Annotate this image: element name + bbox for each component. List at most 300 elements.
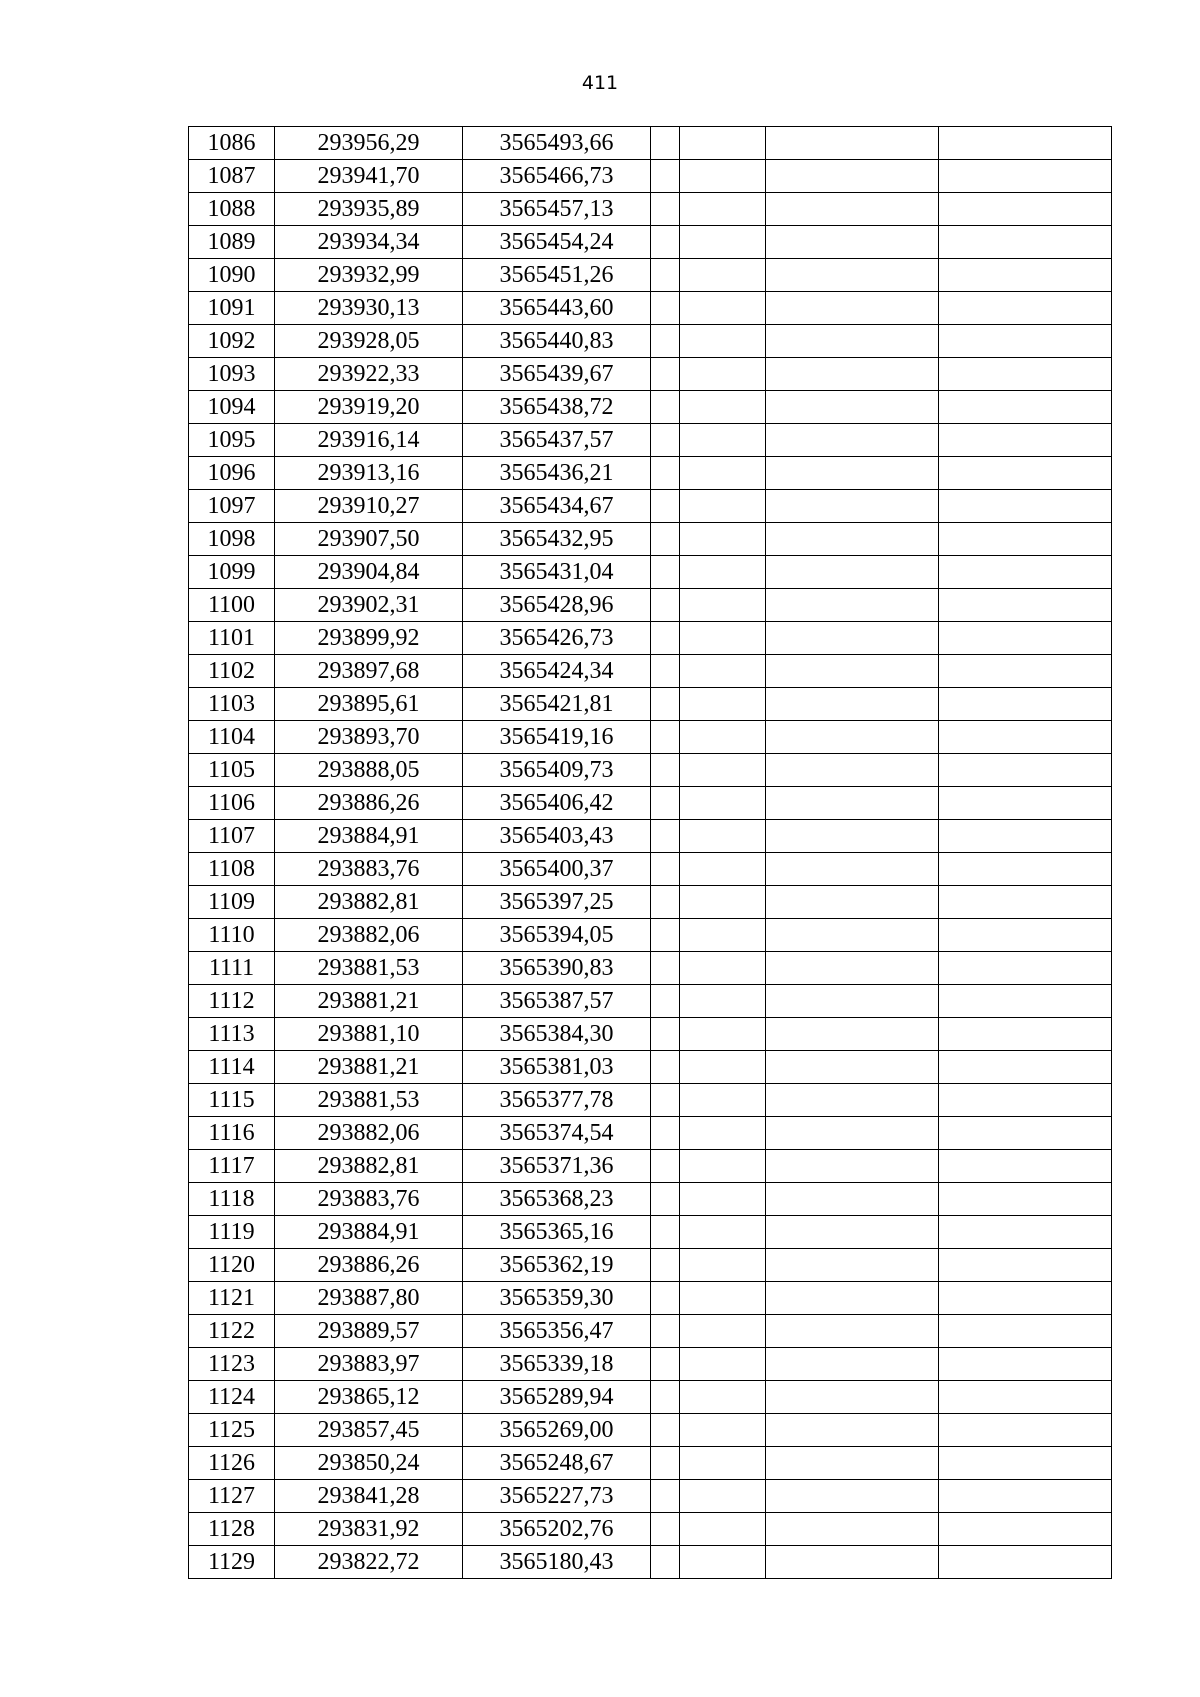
empty-cell xyxy=(651,688,680,721)
empty-cell xyxy=(680,985,766,1018)
empty-cell xyxy=(766,1447,939,1480)
y-coordinate-cell: 3565368,23 xyxy=(463,1183,651,1216)
empty-cell xyxy=(939,391,1112,424)
y-coordinate-cell: 3565248,67 xyxy=(463,1447,651,1480)
empty-cell xyxy=(939,457,1112,490)
y-coordinate-cell: 3565409,73 xyxy=(463,754,651,787)
x-coordinate-cell: 293881,21 xyxy=(275,1051,463,1084)
empty-cell xyxy=(680,1183,766,1216)
empty-cell xyxy=(939,622,1112,655)
empty-cell xyxy=(680,457,766,490)
empty-cell xyxy=(651,160,680,193)
empty-cell xyxy=(651,391,680,424)
x-coordinate-cell: 293831,92 xyxy=(275,1513,463,1546)
y-coordinate-cell: 3565428,96 xyxy=(463,589,651,622)
empty-cell xyxy=(680,1414,766,1447)
x-coordinate-cell: 293930,13 xyxy=(275,292,463,325)
point-number-cell: 1101 xyxy=(189,622,275,655)
empty-cell xyxy=(651,424,680,457)
x-coordinate-cell: 293932,99 xyxy=(275,259,463,292)
x-coordinate-cell: 293881,53 xyxy=(275,1084,463,1117)
x-coordinate-cell: 293886,26 xyxy=(275,1249,463,1282)
empty-cell xyxy=(680,1381,766,1414)
empty-cell xyxy=(939,688,1112,721)
empty-cell xyxy=(680,1447,766,1480)
empty-cell xyxy=(651,1183,680,1216)
empty-cell xyxy=(651,1546,680,1579)
y-coordinate-cell: 3565454,24 xyxy=(463,226,651,259)
point-number-cell: 1128 xyxy=(189,1513,275,1546)
x-coordinate-cell: 293910,27 xyxy=(275,490,463,523)
empty-cell xyxy=(939,1447,1112,1480)
table-row xyxy=(189,952,1112,985)
table-row xyxy=(189,1414,1112,1447)
empty-cell xyxy=(939,1249,1112,1282)
empty-cell xyxy=(651,1480,680,1513)
empty-cell xyxy=(651,358,680,391)
empty-cell xyxy=(766,1183,939,1216)
point-number-cell: 1105 xyxy=(189,754,275,787)
empty-cell xyxy=(680,226,766,259)
table-row xyxy=(189,1051,1112,1084)
point-number-cell: 1095 xyxy=(189,424,275,457)
empty-cell xyxy=(651,556,680,589)
table-row xyxy=(189,325,1112,358)
point-number-cell: 1100 xyxy=(189,589,275,622)
empty-cell xyxy=(766,1150,939,1183)
x-coordinate-cell: 293850,24 xyxy=(275,1447,463,1480)
empty-cell xyxy=(680,1513,766,1546)
table-row xyxy=(189,919,1112,952)
empty-cell xyxy=(651,523,680,556)
point-number-cell: 1113 xyxy=(189,1018,275,1051)
point-number-cell: 1104 xyxy=(189,721,275,754)
table-row xyxy=(189,1216,1112,1249)
empty-cell xyxy=(939,1348,1112,1381)
empty-cell xyxy=(766,1018,939,1051)
empty-cell xyxy=(939,1084,1112,1117)
point-number-cell: 1107 xyxy=(189,820,275,853)
y-coordinate-cell: 3565269,00 xyxy=(463,1414,651,1447)
empty-cell xyxy=(651,325,680,358)
point-number-cell: 1086 xyxy=(189,127,275,160)
x-coordinate-cell: 293934,34 xyxy=(275,226,463,259)
empty-cell xyxy=(680,160,766,193)
empty-cell xyxy=(680,1018,766,1051)
table-row xyxy=(189,1480,1112,1513)
table-row xyxy=(189,457,1112,490)
table-row xyxy=(189,1546,1112,1579)
point-number-cell: 1124 xyxy=(189,1381,275,1414)
empty-cell xyxy=(939,523,1112,556)
empty-cell xyxy=(939,127,1112,160)
y-coordinate-cell: 3565180,43 xyxy=(463,1546,651,1579)
table-row xyxy=(189,193,1112,226)
x-coordinate-cell: 293935,89 xyxy=(275,193,463,226)
empty-cell xyxy=(680,1051,766,1084)
y-coordinate-cell: 3565421,81 xyxy=(463,688,651,721)
x-coordinate-cell: 293893,70 xyxy=(275,721,463,754)
empty-cell xyxy=(939,655,1112,688)
empty-cell xyxy=(939,1183,1112,1216)
x-coordinate-cell: 293881,53 xyxy=(275,952,463,985)
point-number-cell: 1088 xyxy=(189,193,275,226)
empty-cell xyxy=(766,358,939,391)
y-coordinate-cell: 3565339,18 xyxy=(463,1348,651,1381)
empty-cell xyxy=(651,1249,680,1282)
empty-cell xyxy=(651,259,680,292)
empty-cell xyxy=(680,1249,766,1282)
empty-cell xyxy=(680,193,766,226)
empty-cell xyxy=(766,952,939,985)
y-coordinate-cell: 3565443,60 xyxy=(463,292,651,325)
empty-cell xyxy=(939,820,1112,853)
y-coordinate-cell: 3565381,03 xyxy=(463,1051,651,1084)
point-number-cell: 1114 xyxy=(189,1051,275,1084)
empty-cell xyxy=(766,985,939,1018)
empty-cell xyxy=(939,853,1112,886)
table-row xyxy=(189,721,1112,754)
x-coordinate-cell: 293884,91 xyxy=(275,1216,463,1249)
empty-cell xyxy=(680,655,766,688)
empty-cell xyxy=(766,886,939,919)
table-row xyxy=(189,886,1112,919)
empty-cell xyxy=(651,1216,680,1249)
empty-cell xyxy=(651,1282,680,1315)
empty-cell xyxy=(766,523,939,556)
empty-cell xyxy=(939,490,1112,523)
empty-cell xyxy=(651,952,680,985)
y-coordinate-cell: 3565419,16 xyxy=(463,721,651,754)
x-coordinate-cell: 293922,33 xyxy=(275,358,463,391)
coordinates-table-body xyxy=(189,127,1112,1579)
empty-cell xyxy=(766,259,939,292)
empty-cell xyxy=(766,1480,939,1513)
y-coordinate-cell: 3565377,78 xyxy=(463,1084,651,1117)
empty-cell xyxy=(939,589,1112,622)
y-coordinate-cell: 3565394,05 xyxy=(463,919,651,952)
empty-cell xyxy=(939,721,1112,754)
empty-cell xyxy=(766,589,939,622)
point-number-cell: 1098 xyxy=(189,523,275,556)
empty-cell xyxy=(939,754,1112,787)
empty-cell xyxy=(939,1480,1112,1513)
empty-cell xyxy=(651,490,680,523)
y-coordinate-cell: 3565365,16 xyxy=(463,1216,651,1249)
empty-cell xyxy=(766,1084,939,1117)
empty-cell xyxy=(651,886,680,919)
empty-cell xyxy=(680,688,766,721)
empty-cell xyxy=(680,1348,766,1381)
table-row xyxy=(189,1018,1112,1051)
empty-cell xyxy=(680,919,766,952)
x-coordinate-cell: 293882,81 xyxy=(275,886,463,919)
empty-cell xyxy=(680,358,766,391)
y-coordinate-cell: 3565438,72 xyxy=(463,391,651,424)
empty-cell xyxy=(680,853,766,886)
table-row xyxy=(189,358,1112,391)
empty-cell xyxy=(651,1150,680,1183)
empty-cell xyxy=(766,292,939,325)
empty-cell xyxy=(680,721,766,754)
point-number-cell: 1109 xyxy=(189,886,275,919)
empty-cell xyxy=(680,1117,766,1150)
empty-cell xyxy=(766,1117,939,1150)
point-number-cell: 1118 xyxy=(189,1183,275,1216)
empty-cell xyxy=(766,325,939,358)
x-coordinate-cell: 293899,92 xyxy=(275,622,463,655)
empty-cell xyxy=(939,1117,1112,1150)
empty-cell xyxy=(766,1216,939,1249)
table-row xyxy=(189,622,1112,655)
empty-cell xyxy=(651,622,680,655)
empty-cell xyxy=(939,985,1112,1018)
empty-cell xyxy=(680,820,766,853)
table-row xyxy=(189,589,1112,622)
empty-cell xyxy=(766,160,939,193)
empty-cell xyxy=(939,886,1112,919)
y-coordinate-cell: 3565356,47 xyxy=(463,1315,651,1348)
table-row xyxy=(189,1183,1112,1216)
empty-cell xyxy=(939,1513,1112,1546)
empty-cell xyxy=(680,391,766,424)
empty-cell xyxy=(680,589,766,622)
empty-cell xyxy=(766,1051,939,1084)
empty-cell xyxy=(651,1381,680,1414)
x-coordinate-cell: 293865,12 xyxy=(275,1381,463,1414)
y-coordinate-cell: 3565227,73 xyxy=(463,1480,651,1513)
x-coordinate-cell: 293897,68 xyxy=(275,655,463,688)
empty-cell xyxy=(680,886,766,919)
point-number-cell: 1123 xyxy=(189,1348,275,1381)
table-row xyxy=(189,1117,1112,1150)
empty-cell xyxy=(766,1414,939,1447)
table-row xyxy=(189,160,1112,193)
point-number-cell: 1121 xyxy=(189,1282,275,1315)
empty-cell xyxy=(939,1381,1112,1414)
page-number: 411 xyxy=(581,72,619,94)
y-coordinate-cell: 3565202,76 xyxy=(463,1513,651,1546)
empty-cell xyxy=(939,358,1112,391)
table-row xyxy=(189,820,1112,853)
point-number-cell: 1129 xyxy=(189,1546,275,1579)
empty-cell xyxy=(680,1315,766,1348)
empty-cell xyxy=(766,391,939,424)
x-coordinate-cell: 293881,21 xyxy=(275,985,463,1018)
point-number-cell: 1108 xyxy=(189,853,275,886)
empty-cell xyxy=(939,1282,1112,1315)
empty-cell xyxy=(680,1216,766,1249)
y-coordinate-cell: 3565390,83 xyxy=(463,952,651,985)
point-number-cell: 1106 xyxy=(189,787,275,820)
x-coordinate-cell: 293886,26 xyxy=(275,787,463,820)
table-row xyxy=(189,523,1112,556)
empty-cell xyxy=(651,193,680,226)
empty-cell xyxy=(680,424,766,457)
point-number-cell: 1099 xyxy=(189,556,275,589)
y-coordinate-cell: 3565432,95 xyxy=(463,523,651,556)
x-coordinate-cell: 293883,76 xyxy=(275,1183,463,1216)
empty-cell xyxy=(680,490,766,523)
empty-cell xyxy=(680,952,766,985)
empty-cell xyxy=(766,721,939,754)
x-coordinate-cell: 293904,84 xyxy=(275,556,463,589)
x-coordinate-cell: 293956,29 xyxy=(275,127,463,160)
empty-cell xyxy=(939,556,1112,589)
empty-cell xyxy=(651,127,680,160)
table-row xyxy=(189,985,1112,1018)
x-coordinate-cell: 293913,16 xyxy=(275,457,463,490)
x-coordinate-cell: 293884,91 xyxy=(275,820,463,853)
point-number-cell: 1094 xyxy=(189,391,275,424)
table-row xyxy=(189,853,1112,886)
table-row xyxy=(189,490,1112,523)
table-row xyxy=(189,1282,1112,1315)
y-coordinate-cell: 3565436,21 xyxy=(463,457,651,490)
point-number-cell: 1127 xyxy=(189,1480,275,1513)
point-number-cell: 1119 xyxy=(189,1216,275,1249)
empty-cell xyxy=(651,853,680,886)
x-coordinate-cell: 293881,10 xyxy=(275,1018,463,1051)
empty-cell xyxy=(766,919,939,952)
empty-cell xyxy=(766,754,939,787)
table-row xyxy=(189,259,1112,292)
x-coordinate-cell: 293928,05 xyxy=(275,325,463,358)
empty-cell xyxy=(651,589,680,622)
empty-cell xyxy=(766,424,939,457)
y-coordinate-cell: 3565371,36 xyxy=(463,1150,651,1183)
coordinates-table xyxy=(188,126,1112,1579)
empty-cell xyxy=(939,1216,1112,1249)
empty-cell xyxy=(651,1084,680,1117)
empty-cell xyxy=(939,1018,1112,1051)
table-row xyxy=(189,127,1112,160)
point-number-cell: 1087 xyxy=(189,160,275,193)
point-number-cell: 1091 xyxy=(189,292,275,325)
empty-cell xyxy=(651,1018,680,1051)
empty-cell xyxy=(939,1414,1112,1447)
empty-cell xyxy=(939,952,1112,985)
empty-cell xyxy=(680,556,766,589)
y-coordinate-cell: 3565439,67 xyxy=(463,358,651,391)
empty-cell xyxy=(766,556,939,589)
empty-cell xyxy=(939,1150,1112,1183)
x-coordinate-cell: 293919,20 xyxy=(275,391,463,424)
table-row xyxy=(189,1513,1112,1546)
empty-cell xyxy=(680,1084,766,1117)
empty-cell xyxy=(651,919,680,952)
y-coordinate-cell: 3565437,57 xyxy=(463,424,651,457)
empty-cell xyxy=(651,820,680,853)
empty-cell xyxy=(680,259,766,292)
y-coordinate-cell: 3565397,25 xyxy=(463,886,651,919)
x-coordinate-cell: 293916,14 xyxy=(275,424,463,457)
y-coordinate-cell: 3565359,30 xyxy=(463,1282,651,1315)
y-coordinate-cell: 3565493,66 xyxy=(463,127,651,160)
empty-cell xyxy=(766,1513,939,1546)
point-number-cell: 1097 xyxy=(189,490,275,523)
empty-cell xyxy=(651,292,680,325)
point-number-cell: 1125 xyxy=(189,1414,275,1447)
empty-cell xyxy=(766,226,939,259)
empty-cell xyxy=(939,1315,1112,1348)
empty-cell xyxy=(939,1051,1112,1084)
empty-cell xyxy=(766,787,939,820)
y-coordinate-cell: 3565431,04 xyxy=(463,556,651,589)
x-coordinate-cell: 293857,45 xyxy=(275,1414,463,1447)
empty-cell xyxy=(680,787,766,820)
empty-cell xyxy=(651,1051,680,1084)
table-row xyxy=(189,1381,1112,1414)
point-number-cell: 1090 xyxy=(189,259,275,292)
point-number-cell: 1093 xyxy=(189,358,275,391)
y-coordinate-cell: 3565434,67 xyxy=(463,490,651,523)
empty-cell xyxy=(680,1480,766,1513)
point-number-cell: 1089 xyxy=(189,226,275,259)
empty-cell xyxy=(939,160,1112,193)
empty-cell xyxy=(766,457,939,490)
empty-cell xyxy=(766,820,939,853)
y-coordinate-cell: 3565426,73 xyxy=(463,622,651,655)
table-row xyxy=(189,1150,1112,1183)
empty-cell xyxy=(651,1513,680,1546)
empty-cell xyxy=(939,325,1112,358)
empty-cell xyxy=(680,1150,766,1183)
empty-cell xyxy=(651,1414,680,1447)
y-coordinate-cell: 3565403,43 xyxy=(463,820,651,853)
table-row xyxy=(189,688,1112,721)
point-number-cell: 1120 xyxy=(189,1249,275,1282)
empty-cell xyxy=(651,1117,680,1150)
empty-cell xyxy=(766,655,939,688)
empty-cell xyxy=(680,325,766,358)
table-row xyxy=(189,787,1112,820)
point-number-cell: 1115 xyxy=(189,1084,275,1117)
table-row xyxy=(189,226,1112,259)
point-number-cell: 1102 xyxy=(189,655,275,688)
table-row xyxy=(189,754,1112,787)
empty-cell xyxy=(766,1315,939,1348)
empty-cell xyxy=(939,424,1112,457)
point-number-cell: 1122 xyxy=(189,1315,275,1348)
empty-cell xyxy=(680,1282,766,1315)
table-row xyxy=(189,1315,1112,1348)
empty-cell xyxy=(680,622,766,655)
table-row xyxy=(189,391,1112,424)
table-row xyxy=(189,1084,1112,1117)
point-number-cell: 1110 xyxy=(189,919,275,952)
x-coordinate-cell: 293841,28 xyxy=(275,1480,463,1513)
empty-cell xyxy=(651,1447,680,1480)
x-coordinate-cell: 293822,72 xyxy=(275,1546,463,1579)
point-number-cell: 1103 xyxy=(189,688,275,721)
y-coordinate-cell: 3565289,94 xyxy=(463,1381,651,1414)
empty-cell xyxy=(651,226,680,259)
y-coordinate-cell: 3565400,37 xyxy=(463,853,651,886)
empty-cell xyxy=(766,1282,939,1315)
table-row xyxy=(189,1447,1112,1480)
y-coordinate-cell: 3565440,83 xyxy=(463,325,651,358)
x-coordinate-cell: 293883,97 xyxy=(275,1348,463,1381)
y-coordinate-cell: 3565451,26 xyxy=(463,259,651,292)
x-coordinate-cell: 293888,05 xyxy=(275,754,463,787)
table-row xyxy=(189,424,1112,457)
empty-cell xyxy=(766,853,939,886)
point-number-cell: 1111 xyxy=(189,952,275,985)
empty-cell xyxy=(766,1546,939,1579)
empty-cell xyxy=(939,226,1112,259)
x-coordinate-cell: 293907,50 xyxy=(275,523,463,556)
